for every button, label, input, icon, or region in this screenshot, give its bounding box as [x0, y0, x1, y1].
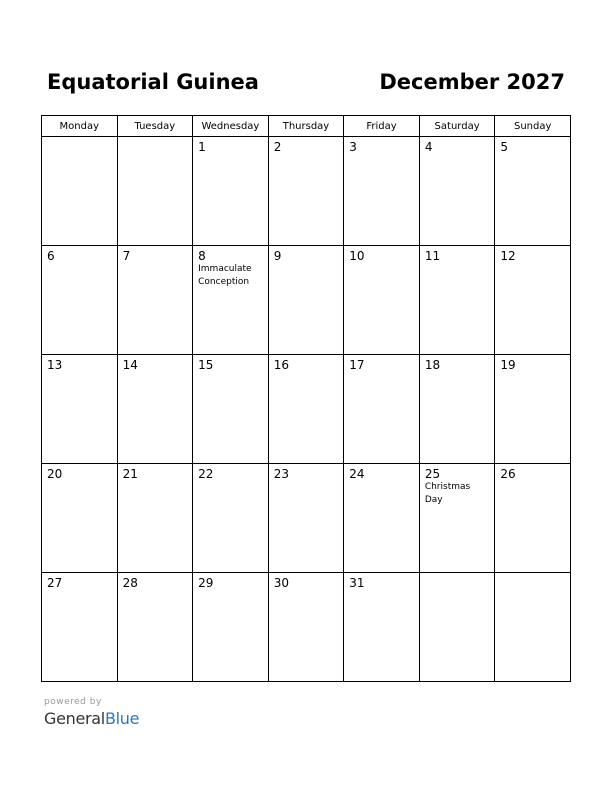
day-number: 24 [349, 467, 365, 481]
weekday-header: Saturday [419, 116, 495, 137]
day-cell [495, 355, 571, 464]
day-number: 1 [198, 140, 206, 154]
footer-branding [44, 697, 139, 729]
day-number: 10 [349, 249, 365, 263]
day-cell [117, 246, 193, 355]
holiday-label: Christmas Day [424, 482, 471, 505]
day-number: 4 [424, 140, 433, 154]
day-number: 3 [349, 140, 357, 154]
week-row [42, 246, 571, 355]
day-cell [193, 137, 269, 246]
day-cell [42, 573, 118, 682]
day-cell [268, 464, 344, 573]
day-cell [344, 464, 420, 573]
day-cell [42, 246, 118, 355]
weekday-header: Friday [344, 116, 420, 137]
day-cell [268, 137, 344, 246]
powered-by-text: powered by [44, 697, 102, 707]
week-row [42, 355, 571, 464]
day-number: 31 [349, 576, 365, 590]
holiday-label: Immaculate Conception [198, 264, 252, 287]
weekday-header: Monday [42, 116, 118, 137]
day-number: 23 [273, 467, 289, 481]
day-number: 9 [273, 249, 282, 263]
day-cell [117, 137, 193, 246]
day-cell [495, 464, 571, 573]
day-number: 26 [500, 467, 516, 481]
day-number: 19 [500, 358, 516, 372]
day-number: 21 [122, 467, 138, 481]
day-cell [268, 246, 344, 355]
day-cell [419, 464, 495, 573]
week-row [42, 573, 571, 682]
brand-blue: Blue [104, 709, 140, 728]
day-number: 8 [198, 249, 206, 263]
day-number: 11 [424, 249, 441, 263]
day-cell [344, 355, 420, 464]
weekday-header: Tuesday [117, 116, 193, 137]
day-number: 30 [273, 576, 289, 590]
weekday-header: Thursday [268, 116, 344, 137]
country-title: Equatorial Guinea [47, 70, 259, 94]
weekday-header-row [42, 116, 571, 137]
generalblue-logo[interactable] [44, 709, 139, 729]
weekday-header: Wednesday [193, 116, 269, 137]
day-number: 17 [349, 358, 365, 372]
day-cell [117, 573, 193, 682]
day-number: 15 [198, 358, 214, 372]
day-cell [495, 246, 571, 355]
day-cell [344, 137, 420, 246]
day-cell [419, 137, 495, 246]
day-cell [193, 355, 269, 464]
day-number: 18 [424, 358, 441, 372]
day-cell [193, 246, 269, 355]
day-number: 27 [47, 576, 63, 590]
day-cell [344, 246, 420, 355]
day-cell [117, 355, 193, 464]
day-number: 25 [424, 467, 441, 481]
day-cell [495, 573, 571, 682]
day-cell [42, 464, 118, 573]
weekday-header: Sunday [495, 116, 571, 137]
day-number: 29 [198, 576, 214, 590]
day-number: 7 [122, 249, 131, 263]
day-cell [268, 355, 344, 464]
week-row [42, 137, 571, 246]
day-cell [495, 137, 571, 246]
day-number: 28 [122, 576, 138, 590]
calendar-grid [41, 115, 571, 682]
day-cell [42, 355, 118, 464]
day-cell [117, 464, 193, 573]
day-number: 5 [500, 140, 509, 154]
month-year-title: December 2027 [379, 70, 565, 94]
day-cell [419, 355, 495, 464]
day-number: 14 [122, 358, 138, 372]
week-row [42, 464, 571, 573]
brand-general: General [44, 709, 105, 728]
day-cell [344, 573, 420, 682]
day-number: 2 [273, 140, 282, 154]
day-cell [193, 573, 269, 682]
day-cell [419, 246, 495, 355]
day-cell [193, 464, 269, 573]
day-cell [42, 137, 118, 246]
day-number: 20 [47, 467, 63, 481]
day-number: 6 [47, 249, 55, 263]
day-cell [268, 573, 344, 682]
day-number: 13 [47, 358, 63, 372]
day-cell [419, 573, 495, 682]
day-number: 16 [273, 358, 289, 372]
day-number: 12 [500, 249, 516, 263]
day-number: 22 [198, 467, 214, 481]
